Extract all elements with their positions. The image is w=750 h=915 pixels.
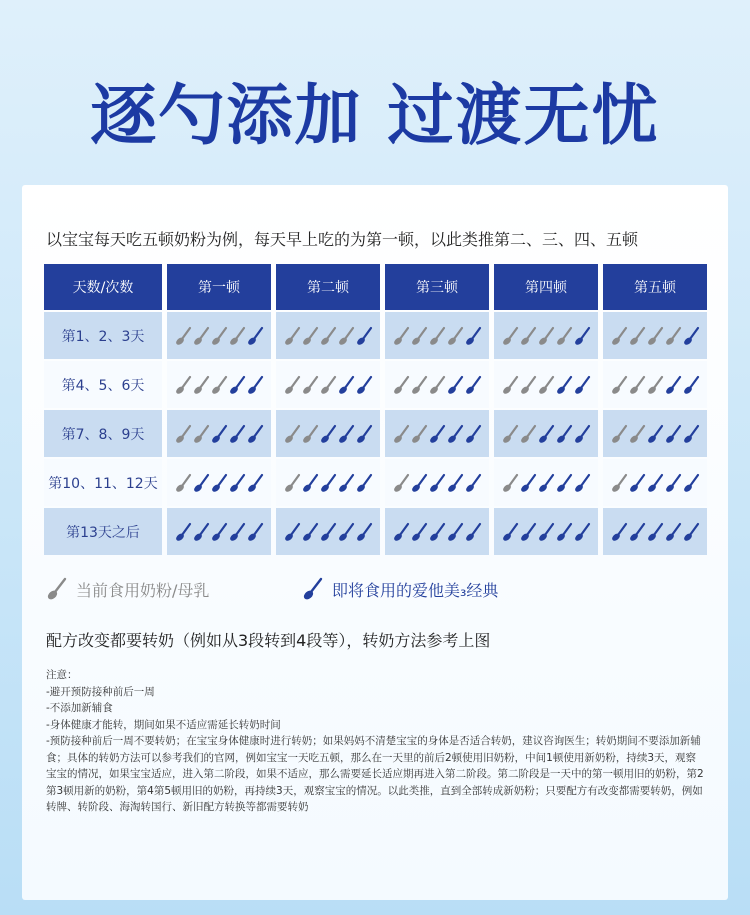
intro-text: 以宝宝每天吃五顿奶粉为例，每天早上吃的为第一顿，以此类推第二、三、四、五顿 (46, 230, 639, 249)
spoon-blue-icon (647, 473, 664, 493)
spoon-gray-icon (193, 326, 210, 346)
spoon-blue-icon (683, 326, 700, 346)
notes-block (46, 667, 706, 816)
spoon-gray-icon (284, 326, 301, 346)
spoon-blue-icon (465, 522, 482, 542)
spoon-gray-icon (629, 375, 646, 395)
legend-new (302, 577, 498, 601)
legend-current (46, 577, 209, 601)
spoon-gray-icon (538, 326, 555, 346)
spoon-blue-icon (338, 473, 355, 493)
spoon-blue-icon (665, 424, 682, 444)
spoon-blue-icon (574, 424, 591, 444)
spoon-blue-icon (683, 473, 700, 493)
spoon-blue-icon (574, 375, 591, 395)
spoon-cell (494, 410, 598, 457)
instruction-panel (22, 185, 728, 900)
spoon-cell (494, 508, 598, 555)
legend-new-label: 即将食用的爱他美₃经典 (332, 580, 499, 600)
spoon-blue-icon (556, 424, 573, 444)
row-label: 第13天之后 (44, 508, 162, 555)
header-meal: 第三顿 (385, 264, 489, 310)
spoon-cell (385, 459, 489, 506)
spoon-cell (494, 459, 598, 506)
spoon-blue-icon (556, 473, 573, 493)
notes-item: -预防接种前后一周不要转奶；在宝宝身体健康时进行转奶；如果妈妈不清楚宝宝的身体是否适合转奶，建议咨询医生；转奶期间不要添加新辅食；具体的转奶方法可以参考我们的官网，例如宝宝一天吃五顿，那么在一天里的前后2顿使用旧奶粉，中间1顿使用新奶粉，持续3天，观察宝宝的情况，如果宝宝适应，进入第二阶段，如果不适应，那么需要延长适应期再进入第二阶段。第二阶段是一天中的第一顿用旧的奶粉，第2第3顿用新的奶粉，第4第5顿用旧的奶粉，再持续3天，观察宝宝的情况。以此类推，直到全部转成新奶粉；只要配方有改变都需要转奶，例如转牌、转阶段、海淘转国行、新旧配方转换等都需要转奶 (46, 735, 704, 813)
spoon-gray-icon (538, 375, 555, 395)
spoon-blue-icon (247, 522, 264, 542)
spoon-blue-icon (538, 473, 555, 493)
spoon-cell (603, 312, 707, 359)
spoon-cell (276, 410, 380, 457)
spoon-blue-icon (429, 522, 446, 542)
spoon-blue-icon (356, 326, 373, 346)
spoon-cell (494, 361, 598, 408)
spoon-blue-icon (302, 473, 319, 493)
spoon-blue-icon (211, 522, 228, 542)
spoon-cell (276, 459, 380, 506)
spoon-gray-icon (502, 375, 519, 395)
notes-item: -不添加新辅食 (46, 702, 113, 714)
spoon-blue-icon (556, 522, 573, 542)
spoon-gray-icon (411, 424, 428, 444)
spoon-blue-icon (683, 375, 700, 395)
spoon-gray-icon (302, 375, 319, 395)
spoon-blue-icon (229, 375, 246, 395)
spoon-gray-icon (229, 326, 246, 346)
spoon-cell (385, 508, 489, 555)
spoon-gray-icon (629, 424, 646, 444)
spoon-blue-icon (247, 326, 264, 346)
spoon-blue-icon (229, 424, 246, 444)
spoon-blue-icon (538, 424, 555, 444)
header-meal: 第二顿 (276, 264, 380, 310)
spoon-blue-icon (520, 473, 537, 493)
spoon-blue-icon (338, 424, 355, 444)
spoon-cell (167, 459, 271, 506)
spoon-gray-icon (429, 375, 446, 395)
spoon-blue-icon (356, 375, 373, 395)
spoon-gray-icon (393, 326, 410, 346)
spoon-blue-icon (356, 473, 373, 493)
spoon-blue-icon (356, 522, 373, 542)
spoon-gray-icon (302, 424, 319, 444)
row-label: 第4、5、6天 (44, 361, 162, 408)
spoon-blue-icon (665, 473, 682, 493)
spoon-blue-icon (356, 424, 373, 444)
headline: 逐勺添加 过渡无忧 (90, 77, 660, 154)
spoon-gray-icon (520, 375, 537, 395)
spoon-blue-icon (247, 473, 264, 493)
main-note: 配方改变都要转奶（例如从3段转到4段等），转奶方法参考上图 (46, 631, 491, 650)
spoon-blue-icon (284, 522, 301, 542)
spoon-cell (603, 361, 707, 408)
spoon-blue-icon (320, 473, 337, 493)
spoon-gray-icon (175, 375, 192, 395)
spoon-gray-icon (284, 375, 301, 395)
row-label: 第7、8、9天 (44, 410, 162, 457)
spoon-cell (167, 312, 271, 359)
header-days-count: 天数/次数 (44, 264, 162, 310)
spoon-blue-icon (447, 473, 464, 493)
spoon-blue-icon (465, 375, 482, 395)
spoon-blue-icon (574, 473, 591, 493)
row-label: 第1、2、3天 (44, 312, 162, 359)
spoon-gray-icon (447, 326, 464, 346)
spoon-gray-icon (338, 326, 355, 346)
spoon-blue-icon (320, 424, 337, 444)
spoon-cell (385, 410, 489, 457)
spoon-blue-icon (629, 522, 646, 542)
spoon-gray-icon (611, 473, 628, 493)
spoon-cell (167, 361, 271, 408)
spoon-gray-icon (411, 326, 428, 346)
spoon-gray-icon (393, 375, 410, 395)
spoon-blue-icon (538, 522, 555, 542)
spoon-cell (603, 508, 707, 555)
spoon-blue-icon (574, 522, 591, 542)
spoon-gray-icon (520, 424, 537, 444)
header-meal: 第五顿 (603, 264, 707, 310)
spoon-cell (385, 361, 489, 408)
spoon-blue-icon (556, 375, 573, 395)
spoon-blue-icon (611, 522, 628, 542)
spoon-blue-icon (193, 522, 210, 542)
spoon-cell (276, 312, 380, 359)
row-label: 第10、11、12天 (44, 459, 162, 506)
spoon-blue-icon (465, 424, 482, 444)
header-meal: 第四顿 (494, 264, 598, 310)
spoon-blue-icon (665, 375, 682, 395)
spoon-gray-icon (193, 375, 210, 395)
spoon-gray-icon (611, 424, 628, 444)
spoon-gray-icon (211, 375, 228, 395)
spoon-blue-icon (429, 424, 446, 444)
spoon-blue-icon (229, 522, 246, 542)
spoon-gray-icon (175, 424, 192, 444)
spoon-cell (167, 508, 271, 555)
spoon-gray-icon (211, 326, 228, 346)
spoon-blue-icon (302, 577, 324, 601)
spoon-blue-icon (647, 522, 664, 542)
spoon-blue-icon (465, 326, 482, 346)
spoon-blue-icon (574, 326, 591, 346)
spoon-blue-icon (338, 375, 355, 395)
header-meal: 第一顿 (167, 264, 271, 310)
spoon-gray-icon (556, 326, 573, 346)
spoon-gray-icon (502, 326, 519, 346)
spoon-blue-icon (411, 522, 428, 542)
spoon-gray-icon (611, 375, 628, 395)
spoon-gray-icon (665, 326, 682, 346)
spoon-blue-icon (320, 522, 337, 542)
spoon-cell (603, 410, 707, 457)
transition-table (44, 264, 707, 555)
notes-item: -身体健康才能转，期间如果不适应需延长转奶时间 (46, 718, 281, 731)
spoon-gray-icon (647, 326, 664, 346)
spoon-blue-icon (229, 473, 246, 493)
spoon-gray-icon (193, 424, 210, 444)
spoon-cell (167, 410, 271, 457)
spoon-blue-icon (447, 522, 464, 542)
spoon-gray-icon (284, 473, 301, 493)
notes-item: -避开预防接种前后一周 (46, 685, 155, 698)
spoon-blue-icon (411, 473, 428, 493)
spoon-blue-icon (211, 473, 228, 493)
spoon-gray-icon (320, 326, 337, 346)
notes-title: 注意： (46, 669, 78, 681)
spoon-gray-icon (520, 326, 537, 346)
spoon-blue-icon (447, 375, 464, 395)
spoon-cell (603, 459, 707, 506)
spoon-blue-icon (520, 522, 537, 542)
spoon-blue-icon (429, 473, 446, 493)
spoon-gray-icon (411, 375, 428, 395)
spoon-gray-icon (629, 326, 646, 346)
spoon-blue-icon (447, 424, 464, 444)
spoon-gray-icon (393, 424, 410, 444)
spoon-gray-icon (175, 326, 192, 346)
spoon-gray-icon (46, 577, 68, 601)
spoon-blue-icon (247, 375, 264, 395)
spoon-gray-icon (320, 375, 337, 395)
spoon-blue-icon (647, 424, 664, 444)
spoon-blue-icon (502, 522, 519, 542)
spoon-gray-icon (302, 326, 319, 346)
spoon-blue-icon (302, 522, 319, 542)
spoon-blue-icon (211, 424, 228, 444)
spoon-cell (385, 312, 489, 359)
spoon-blue-icon (175, 522, 192, 542)
spoon-gray-icon (393, 473, 410, 493)
legend-current-label: 当前食用奶粉/母乳 (76, 580, 210, 600)
spoon-blue-icon (665, 522, 682, 542)
spoon-blue-icon (193, 473, 210, 493)
spoon-blue-icon (683, 424, 700, 444)
spoon-blue-icon (247, 424, 264, 444)
spoon-gray-icon (611, 326, 628, 346)
spoon-cell (276, 361, 380, 408)
spoon-gray-icon (647, 375, 664, 395)
spoon-gray-icon (502, 424, 519, 444)
spoon-cell (494, 312, 598, 359)
spoon-blue-icon (629, 473, 646, 493)
spoon-blue-icon (465, 473, 482, 493)
spoon-blue-icon (338, 522, 355, 542)
spoon-gray-icon (284, 424, 301, 444)
spoon-gray-icon (429, 326, 446, 346)
spoon-gray-icon (502, 473, 519, 493)
spoon-blue-icon (683, 522, 700, 542)
spoon-gray-icon (175, 473, 192, 493)
spoon-blue-icon (393, 522, 410, 542)
spoon-cell (276, 508, 380, 555)
